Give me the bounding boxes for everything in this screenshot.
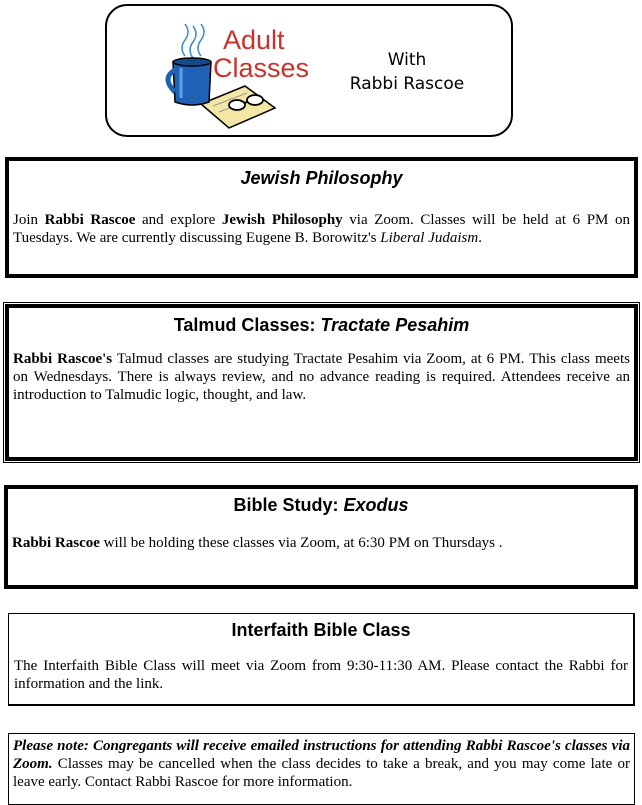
rabbi-name-text: Rabbi Rascoe [349, 74, 465, 94]
talmud-classes-description [13, 350, 630, 404]
logo-text-adult: Adult [223, 25, 285, 55]
bold-segment: Jewish Philosophy [221, 212, 343, 228]
interfaith-bible-box [8, 613, 635, 706]
bold-segment: Rabbi Rascoe's [13, 351, 113, 367]
header-subtitle [347, 48, 467, 96]
talmud-classes-title [9, 314, 634, 336]
bold-segment: Rabbi Rascoe [44, 212, 136, 228]
text-segment: . [478, 230, 482, 246]
text-segment: Join [13, 212, 45, 228]
title-segment: Talmud Classes: [173, 315, 321, 335]
talmud-classes-box [5, 304, 638, 461]
interfaith-bible-description: The Interfaith Bible Class will meet via Zoom from 9:30-11:30 AM. Please contact the Rabbi for information and the link. [14, 658, 628, 692]
text-segment: via Zoom. Classes will be held at 6 PM on Tuesdays. We are currently discussing Eugene B. Borowitz's [13, 212, 630, 246]
title-segment: Bible Study: [233, 495, 344, 515]
text-segment: will be holding these classes via Zoom, at 6:30 PM on Thursdays . [99, 535, 503, 551]
bible-study-title [8, 494, 634, 516]
text-segment: Classes may be cancelled when the class decides to take a break, and you may come late or leave early. Contact Rabbi Rascoe for more information. [13, 756, 630, 790]
title-italic-segment: Tractate Pesahim [320, 315, 470, 335]
jewish-philosophy-box [5, 157, 638, 278]
title-italic-segment: Exodus [343, 495, 409, 515]
logo-text-classes: Classes [213, 53, 310, 83]
adult-classes-logo [163, 16, 310, 131]
jewish-philosophy-description [13, 211, 630, 247]
bold-italic-segment: Please note: Congregants will receive emailed instructions for attending Rabbi Rascoe's classes via Zoom. [13, 738, 630, 772]
bold-segment: Rabbi Rascoe [12, 535, 100, 551]
italic-segment: Liberal Judaism [380, 230, 479, 246]
text-segment: Talmud classes are studying Tractate Pesahim via Zoom, at 6 PM. This class meets on Wednesdays. There is always review, and no advance reading is required. Attendees receive an introduction to Talmudic logic, thought, and law. [13, 351, 630, 403]
header-banner [105, 4, 513, 137]
text-segment: and explore [135, 212, 222, 228]
bible-study-box [4, 485, 638, 589]
please-note-box [8, 733, 635, 805]
interfaith-bible-title: Interfaith Bible Class [231, 620, 411, 640]
with-text: With [387, 50, 427, 70]
bible-study-description [12, 534, 630, 552]
please-note-text [13, 737, 630, 791]
jewish-philosophy-title: Jewish Philosophy [240, 168, 403, 188]
